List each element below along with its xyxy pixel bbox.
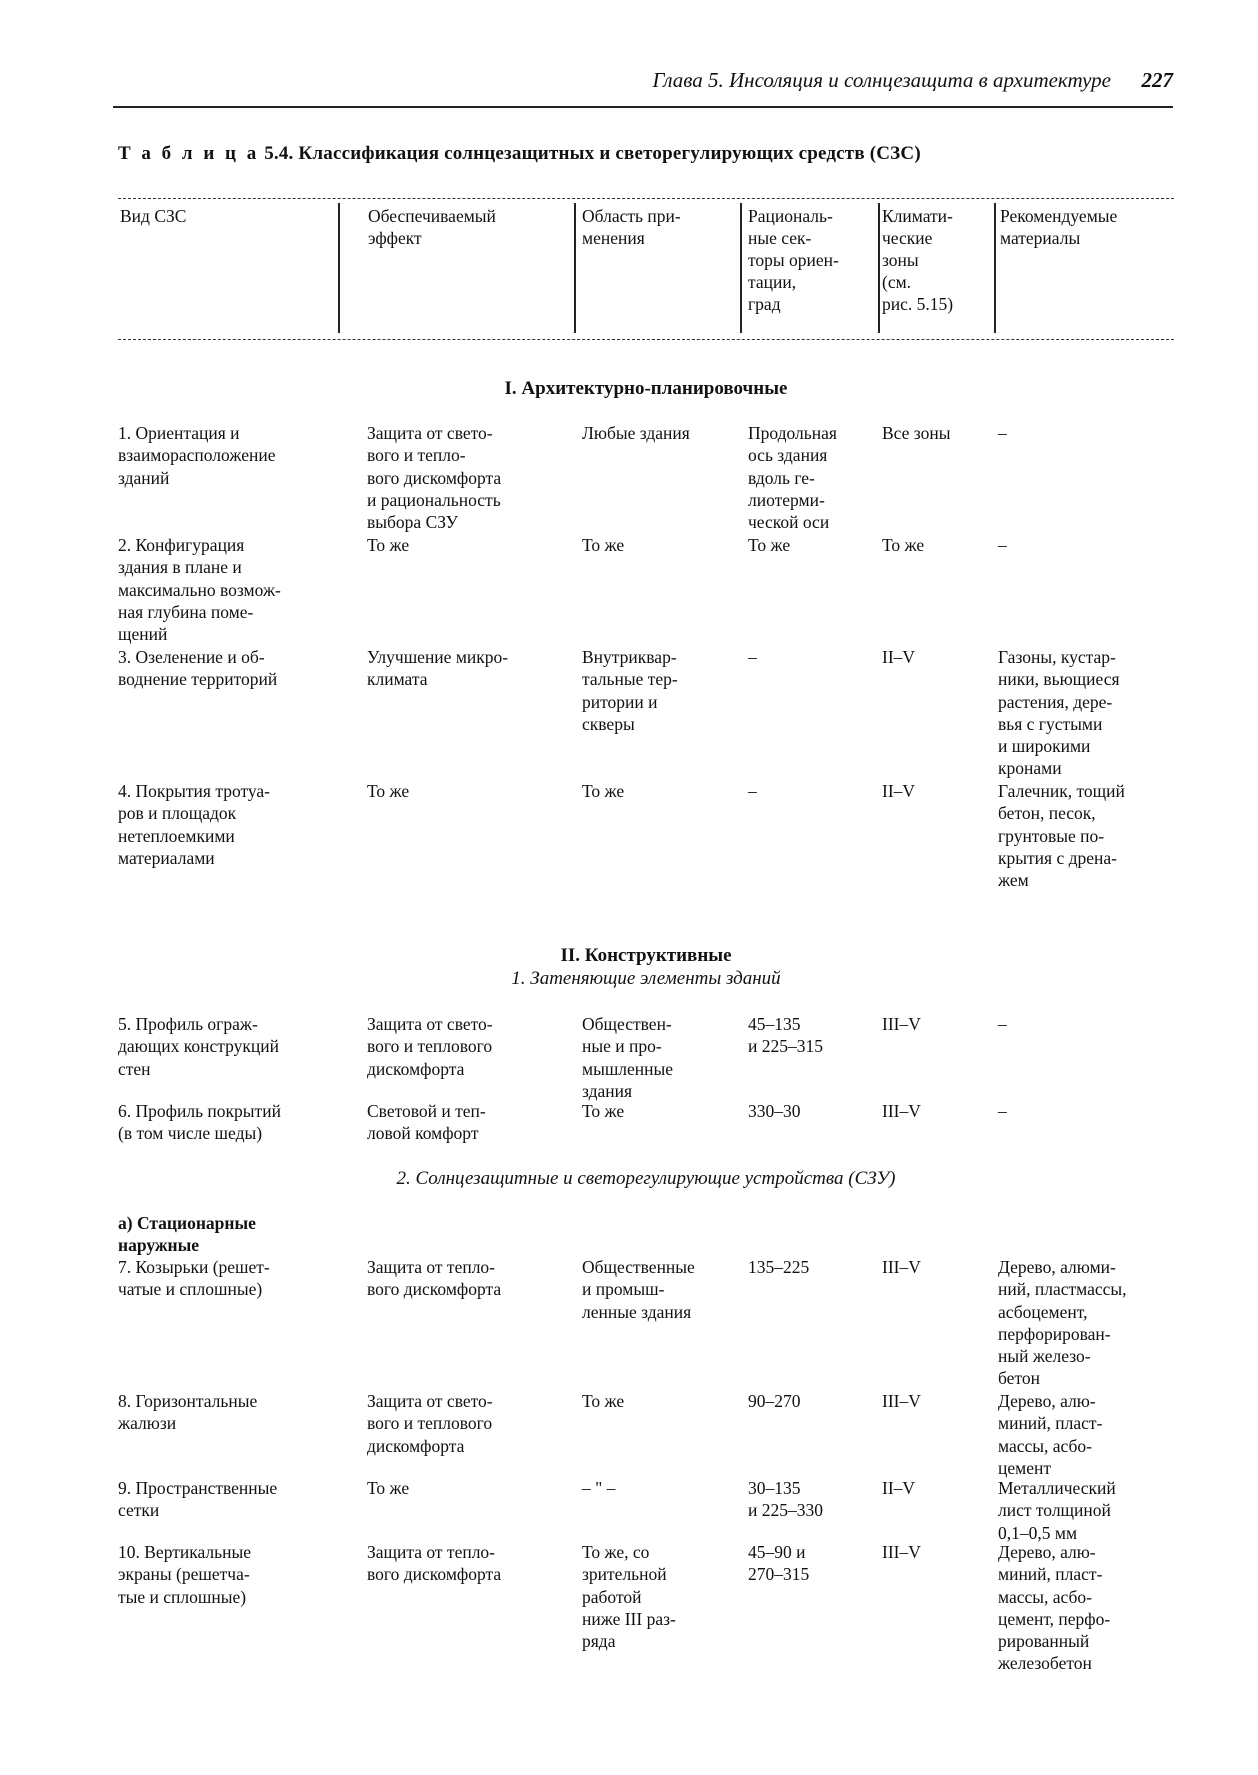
cell-climate: III–V	[882, 1391, 921, 1411]
cell-type: 2. Конфигурация здания в плане и максимально возмож- ная глубина поме- щений	[118, 535, 281, 645]
cell-type: 8. Горизонтальные жалюзи	[118, 1391, 258, 1434]
cell-application: То же	[582, 1391, 625, 1411]
cell-application: Общественные и промыш- ленные здания	[582, 1257, 695, 1322]
cell-climate: II–V	[882, 647, 916, 667]
cell-materials: Газоны, кустар- ники, вьющиеся растения, дере- вья с густыми и широкими кронами	[998, 647, 1120, 779]
cell-materials: –	[998, 1101, 1007, 1121]
cell-orientation: 330–30	[748, 1101, 801, 1121]
cell-materials: Металлический лист толщиной 0,1–0,5 мм	[998, 1478, 1116, 1543]
group-heading: а) Стационарные наружные	[118, 1213, 256, 1255]
cell-materials: –	[998, 423, 1007, 443]
column-divider	[574, 203, 576, 333]
column-header-effect: Обеспечиваемый эффект	[368, 206, 496, 248]
cell-materials: Дерево, алю- миний, пласт- массы, асбо- цемент	[998, 1391, 1103, 1478]
cell-effect: Световой и теп- ловой комфорт	[367, 1101, 486, 1144]
running-header	[113, 66, 1173, 108]
cell-materials: –	[998, 1014, 1007, 1034]
column-divider	[994, 203, 996, 333]
cell-orientation: 45–90 и 270–315	[748, 1542, 810, 1585]
cell-climate: III–V	[882, 1542, 921, 1562]
cell-type: 10. Вертикальные экраны (решетча- тые и сплошные)	[118, 1542, 251, 1607]
cell-application: – " –	[582, 1478, 616, 1498]
cell-climate: II–V	[882, 781, 916, 801]
cell-effect: То же	[367, 781, 410, 801]
cell-application: Внутриквар- тальные тер- ритории и скверы	[582, 647, 678, 734]
cell-orientation: 45–135 и 225–315	[748, 1014, 823, 1057]
cell-application: То же, со зрительной работой ниже III раз- ряда	[582, 1542, 676, 1652]
cell-climate: III–V	[882, 1014, 921, 1034]
cell-type: 4. Покрытия тротуа- ров и площадок нетеплоемкими материалами	[118, 781, 270, 868]
cell-materials: Галечник, тощий бетон, песок, грунтовые по- крытия с дрена- жем	[998, 781, 1125, 891]
column-header-climate: Климати- ческие зоны (см. рис. 5.15)	[882, 206, 954, 314]
cell-type: 9. Пространственные сетки	[118, 1478, 278, 1521]
cell-type: 6. Профиль покрытий (в том числе шеды)	[118, 1101, 281, 1144]
section-title: II. Конструктивные	[560, 945, 732, 966]
cell-orientation: То же	[748, 535, 791, 555]
cell-climate: II–V	[882, 1478, 916, 1498]
cell-orientation: 90–270	[748, 1391, 801, 1411]
cell-orientation: Продольная ось здания вдоль ге- лиотерми- ческой оси	[748, 423, 837, 533]
cell-effect: Улучшение микро- климата	[367, 647, 509, 690]
cell-climate: То же	[882, 535, 925, 555]
cell-effect: Защита от тепло- вого дискомфорта	[367, 1257, 502, 1300]
table-caption	[118, 143, 921, 165]
cell-orientation: –	[748, 647, 757, 667]
cell-effect: Защита от свето- вого и тепло- вого дискомфорта и рациональность выбора СЗУ	[367, 423, 502, 533]
cell-application: То же	[582, 1101, 625, 1121]
caption-label: Т а б л и ц а	[118, 143, 260, 164]
subsection-title: 1. Затеняющие элементы зданий	[511, 968, 781, 989]
cell-application: То же	[582, 781, 625, 801]
section-title: I. Архитектурно-планировочные	[504, 378, 788, 399]
caption-text: 5.4. Классификация солнцезащитных и светорегулирующих средств (СЗС)	[264, 143, 921, 164]
column-divider	[740, 203, 742, 333]
cell-climate: III–V	[882, 1257, 921, 1277]
cell-effect: Защита от свето- вого и теплового дискомфорта	[367, 1391, 493, 1456]
column-header-type: Вид СЗС	[120, 206, 187, 226]
cell-type: 1. Ориентация и взаиморасположение зданий	[118, 423, 276, 488]
chapter-title: Глава 5. Инсоляция и солнцезащита в архитектуре	[652, 68, 1111, 92]
cell-materials: Дерево, алю- миний, пласт- массы, асбо- цемент, перфо- рированный железобетон	[998, 1542, 1111, 1674]
column-divider	[338, 203, 340, 333]
column-header-materials: Рекомендуемые материалы	[1000, 206, 1118, 248]
cell-type: 7. Козырьки (решет- чатые и сплошные)	[118, 1257, 270, 1300]
subsection-title: 2. Солнцезащитные и светорегулирующие устройства (СЗУ)	[396, 1168, 896, 1189]
cell-climate: Все зоны	[882, 423, 951, 443]
cell-climate: III–V	[882, 1101, 921, 1121]
cell-effect: То же	[367, 1478, 410, 1498]
cell-orientation: 135–225	[748, 1257, 810, 1277]
cell-application: То же	[582, 535, 625, 555]
cell-application: Любые здания	[582, 423, 690, 443]
cell-type: 3. Озеленение и об- воднение территорий	[118, 647, 278, 690]
column-header-orientation: Рациональ- ные сек- торы ориен- тации, град	[748, 206, 839, 314]
cell-orientation: 30–135 и 225–330	[748, 1478, 823, 1521]
cell-effect: То же	[367, 535, 410, 555]
cell-materials: –	[998, 535, 1007, 555]
cell-effect: Защита от свето- вого и теплового дискомфорта	[367, 1014, 493, 1079]
column-header-application: Область при- менения	[582, 206, 681, 248]
column-divider	[878, 203, 880, 333]
page-number: 227	[1141, 68, 1173, 92]
cell-orientation: –	[748, 781, 757, 801]
cell-application: Обществен- ные и про- мышленные здания	[582, 1014, 674, 1101]
cell-materials: Дерево, алюми- ний, пластмассы, асбоцемент, перфорирован- ный железо- бетон	[998, 1257, 1127, 1389]
cell-type: 5. Профиль ограж- дающих конструкций стен	[118, 1014, 279, 1079]
table-header	[118, 198, 1174, 340]
cell-effect: Защита от тепло- вого дискомфорта	[367, 1542, 502, 1585]
